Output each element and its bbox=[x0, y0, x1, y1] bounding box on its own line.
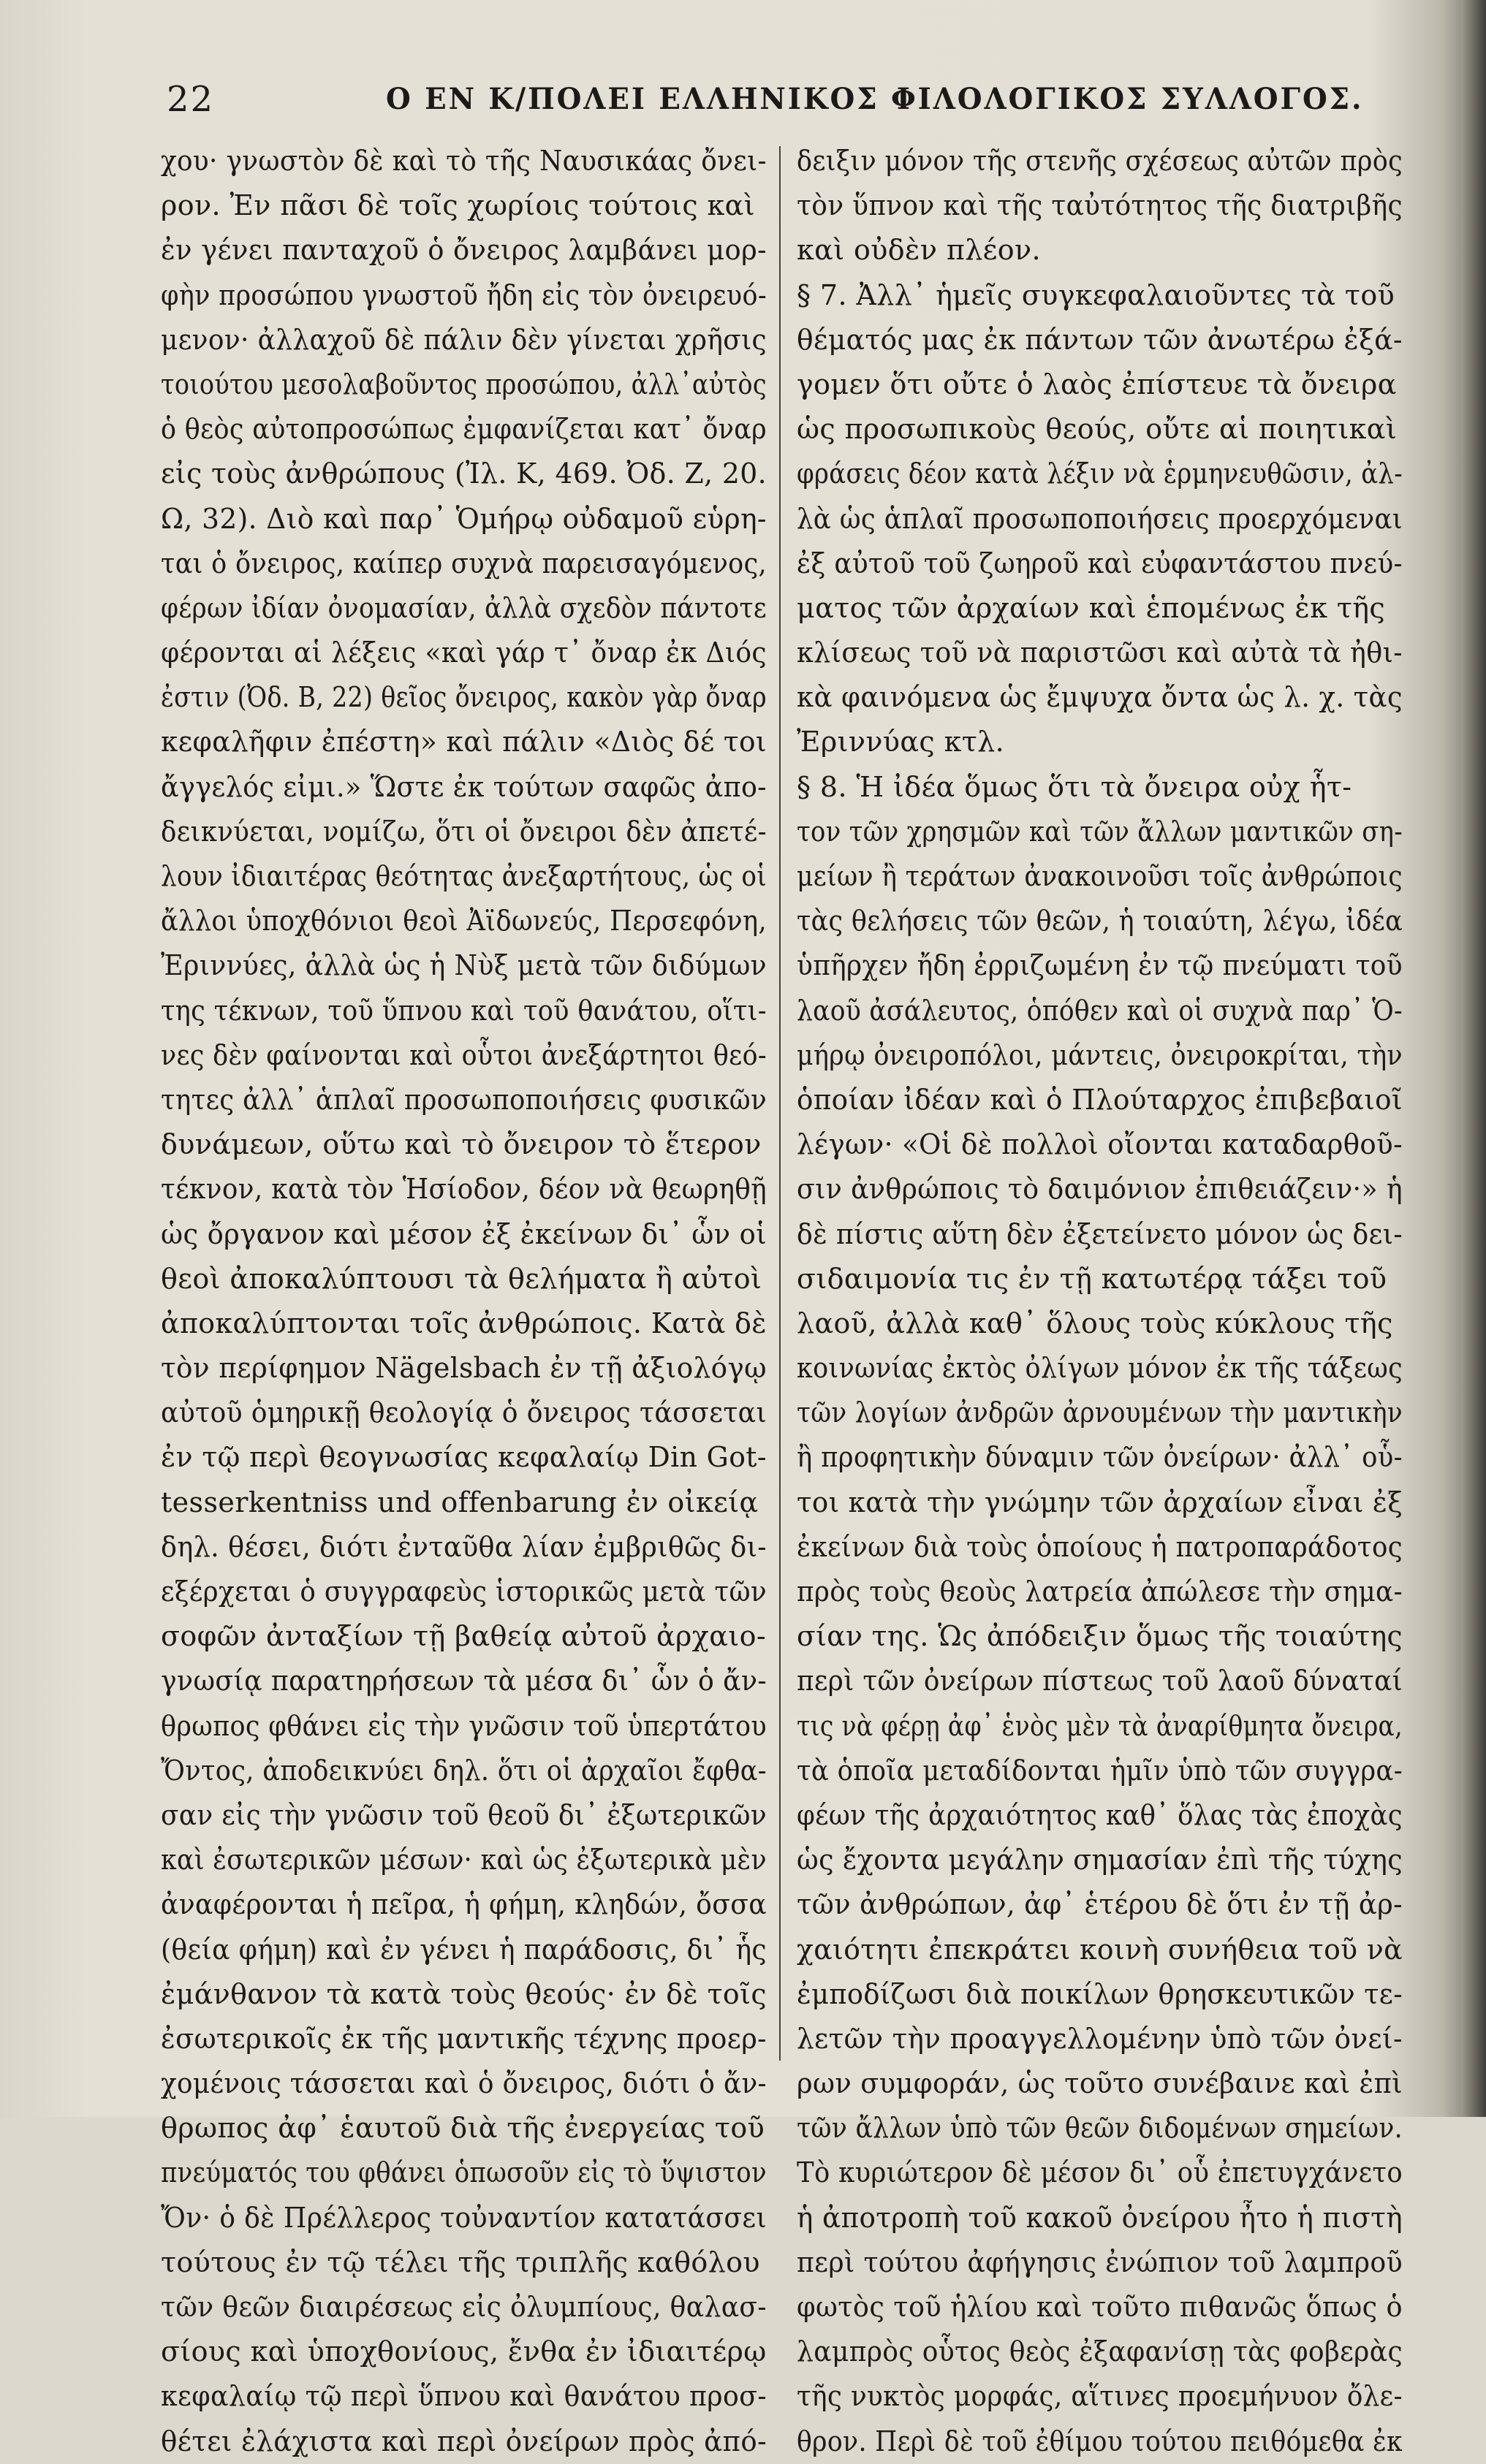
text-line: φέρων ἰδίαν ὀνομασίαν, ἀλλὰ σχεδὸν πάντοτε bbox=[161, 591, 767, 624]
text-line: γνωσίᾳ παρατηρήσεων τὰ μέσα δι᾽ ὧν ὁ ἄν- bbox=[161, 1665, 767, 1697]
text-line: περὶ τούτου ἀφήγησις ἐνώπιον τοῦ λαμπροῦ bbox=[797, 2246, 1403, 2278]
text-line: αὐτοῦ ὁμηρικῇ θεολογίᾳ ὁ ὄνειρος τάσσεται bbox=[161, 1396, 767, 1429]
text-line: δυνάμεων, οὕτω καὶ τὸ ὄνειρον τὸ ἕτερον bbox=[161, 1128, 762, 1161]
text-line: κεφαλαίῳ τῷ περὶ ὕπνου καὶ θανάτου προσ- bbox=[161, 2380, 767, 2413]
text-line: νες δὲν φαίνονται καὶ οὗτοι ἀνεξάρτητοι θεό- bbox=[161, 1038, 767, 1071]
text-line: τὸν περίφημον Nägelsbach ἐν τῇ ἀξιολόγῳ bbox=[161, 1352, 767, 1385]
text-line: μείων ἢ τεράτων ἀνακοινοῦσι τοῖς ἀνθρώποις bbox=[797, 860, 1403, 892]
text-line: (θεία φήμη) καὶ ἐν γένει ἡ παράδοσις, δι᾽ ἧς bbox=[161, 1933, 767, 1966]
text-line: γομεν ὅτι οὔτε ὁ λαὸς ἐπίστευε τὰ ὄνειρα bbox=[797, 368, 1397, 400]
text-line: τοι κατὰ τὴν γνώμην τῶν ἀρχαίων εἶναι ἐξ bbox=[797, 1486, 1403, 1518]
text-line: Ὄντος, ἀποδεικνύει δηλ. ὅτι οἱ ἀρχαῖοι ἔφθα- bbox=[161, 1754, 767, 1787]
text-line: ὁποίαν ἰδέαν καὶ ὁ Πλούταρχος ἐπιβεβαιοῖ bbox=[797, 1083, 1403, 1116]
page-number: 22 bbox=[167, 79, 215, 120]
text-line: Ὄν· ὁ δὲ Πρέλλερος τοὐναντίον κατατάσσει bbox=[161, 2201, 767, 2234]
text-line: ἐσωτερικοῖς ἐκ τῆς μαντικῆς τέχνης προερ- bbox=[161, 2022, 767, 2055]
text-line: χαιότητι ἐπεκράτει κοινὴ συνήθεια τοῦ νὰ bbox=[797, 1933, 1403, 1966]
text-line: τοιούτου μεσολαβοῦντος προσώπου, ἀλλ᾽αὐτὸς bbox=[161, 368, 767, 400]
book-spine-shadow bbox=[1461, 0, 1486, 2117]
text-line: ἢ προφητικὴν δύναμιν τῶν ὀνείρων· ἀλλ᾽ οὗ- bbox=[797, 1441, 1403, 1474]
text-line: χου· γνωστὸν δὲ καὶ τὸ τῆς Ναυσικάας ὄνει- bbox=[161, 145, 767, 177]
text-line: σίαν της. Ὡς ἀπόδειξιν ὅμως τῆς τοιαύτης bbox=[797, 1620, 1403, 1653]
text-line: τῶν θεῶν διαιρέσεως εἰς ὀλυμπίους, θαλασ- bbox=[161, 2291, 767, 2323]
text-line: κὰ φαινόμενα ὡς ἔμψυχα ὄντα ὡς λ. χ. τὰς bbox=[797, 681, 1403, 714]
text-line: ται ὁ ὄνειρος, καίπερ συχνὰ παρεισαγόμενος, bbox=[161, 547, 767, 579]
text-line: τὸν ὕπνον καὶ τῆς ταὐτότητος τῆς διατριβῆς bbox=[797, 189, 1403, 222]
text-line: ἐκείνων διὰ τοὺς ὁποίους ἡ πατροπαράδοτος bbox=[797, 1530, 1403, 1563]
text-line: ὡς προσωπικοὺς θεούς, οὔτε αἱ ποιητικαὶ bbox=[797, 413, 1398, 446]
text-line: τον τῶν χρησμῶν καὶ τῶν ἄλλων μαντικῶν ση- bbox=[797, 815, 1403, 848]
text-line: Τὸ κυριώτερον δὲ μέσον δι᾽ οὗ ἐπετυγχάνετο bbox=[797, 2156, 1403, 2189]
text-line: Ω, 32). Διὸ καὶ παρ᾽ Ὁμήρῳ οὐδαμοῦ εὑρη- bbox=[161, 502, 767, 535]
text-line: ἐμποδίζωσι διὰ ποικίλων θρησκευτικῶν τε- bbox=[797, 1977, 1403, 2010]
text-line: ἀναφέρονται ἡ πεῖρα, ἡ φήμη, κληδών, ὄσσα bbox=[161, 1888, 767, 1921]
text-line: φέρονται αἱ λέξεις «καὶ γάρ τ᾽ ὄναρ ἐκ Διός bbox=[161, 636, 767, 669]
text-line: θρωπος ἀφ᾽ ἑαυτοῦ διὰ τῆς ἐνεργείας τοῦ bbox=[161, 2112, 765, 2145]
column-divider bbox=[779, 146, 781, 2061]
text-line: Ἐριννύας κτλ. bbox=[797, 726, 1005, 758]
text-line: λὰ ὡς ἁπλαῖ προσωποποιήσεις προερχόμεναι bbox=[797, 502, 1403, 535]
text-line: δειξιν μόνον τῆς στενῆς σχέσεως αὐτῶν πρὸς bbox=[797, 145, 1403, 177]
text-line: ὁ θεὸς αὐτοπροσώπως ἐμφανίζεται κατ᾽ ὄναρ bbox=[161, 413, 767, 446]
text-line: θέματός μας ἐκ πάντων τῶν ἀνωτέρω ἐξά- bbox=[797, 323, 1403, 356]
text-line: τῆς νυκτὸς μορφάς, αἵτινες προεμήνυον ὄλε- bbox=[797, 2380, 1403, 2413]
text-line: δὲ πίστις αὕτη δὲν ἐξετείνετο μόνον ὡς δει- bbox=[797, 1217, 1403, 1250]
text-line: φωτὸς τοῦ ἡλίου καὶ τοῦτο πιθανῶς ὅπως ὁ bbox=[797, 2291, 1403, 2323]
text-line: χομένοις τάσσεται καὶ ὁ ὄνειρος, διότι ὁ ἄν- bbox=[161, 2067, 767, 2100]
text-line: κοινωνίας ἐκτὸς ὀλίγων μόνον ἐκ τῆς τάξεως bbox=[797, 1352, 1403, 1385]
text-line: τητες ἀλλ᾽ ἁπλαῖ προσωποποιήσεις φυσικῶν bbox=[161, 1083, 767, 1116]
text-line: μήρῳ ὀνειροπόλοι, μάντεις, ὀνειροκρίται, τὴν bbox=[797, 1038, 1403, 1071]
text-line: καὶ ἐσωτερικῶν μέσων· καὶ ὡς ἐξωτερικὰ μὲν bbox=[161, 1844, 767, 1876]
text-line: σιν ἀνθρώποις τὸ δαιμόνιον ἐπιθειάζειν·» ἡ bbox=[797, 1173, 1403, 1206]
text-line: τις νὰ φέρῃ ἀφ᾽ ἑνὸς μὲν τὰ ἀναρίθμητα ὄνειρα, bbox=[797, 1709, 1403, 1742]
text-line: δεικνύεται, νομίζω, ὅτι οἱ ὄνειροι δὲν ἀπετέ- bbox=[161, 815, 767, 848]
text-line: tesserkentniss und offenbarung ἐν οἰκείᾳ bbox=[161, 1486, 759, 1518]
text-line: τέκνον, κατὰ τὸν Ἡσίοδον, δέον νὰ θεωρηθῇ bbox=[161, 1173, 767, 1206]
text-line: θρωπος φθάνει εἰς τὴν γνῶσιν τοῦ ὑπερτάτου bbox=[161, 1709, 767, 1742]
text-line: τούτους ἐν τῷ τέλει τῆς τριπλῆς καθόλου bbox=[161, 2246, 760, 2278]
text-line: φὴν προσώπου γνωστοῦ ἤδη εἰς τὸν ὀνειρευό- bbox=[161, 278, 767, 311]
text-line: θεοὶ ἀποκαλύπτουσι τὰ θελήματα ἢ αὐτοὶ bbox=[161, 1262, 762, 1295]
text-line: ὡς ὄργανον καὶ μέσον ἐξ ἐκείνων δι᾽ ὧν οἱ bbox=[161, 1217, 767, 1250]
text-line: ἐστιν (Ὀδ. Β, 22) θεῖος ὄνειρος, κακὸν γὰρ ὄναρ bbox=[161, 681, 767, 714]
text-line: ἄγγελός εἰμι.» Ὥστε ἐκ τούτων σαφῶς ἀπο- bbox=[161, 770, 767, 803]
text-line: § 8. Ἡ ἰδέα ὅμως ὅτι τὰ ὄνειρα οὐχ ἧτ- bbox=[797, 770, 1352, 803]
text-line: λέγων· «Οἱ δὲ πολλοὶ οἴονται καταδαρθοῦ- bbox=[797, 1128, 1403, 1161]
text-line: § 7. Ἀλλ᾽ ἡμεῖς συγκεφαλαιοῦντες τὰ τοῦ bbox=[797, 278, 1395, 311]
text-line: ἀποκαλύπτονται τοῖς ἀνθρώποις. Κατὰ δὲ bbox=[161, 1307, 767, 1339]
text-line: φράσεις δέον κατὰ λέξιν νὰ ἑρμηνευθῶσιν, ἀλ- bbox=[797, 457, 1403, 490]
text-line: λαμπρὸς οὗτος θεὸς ἐξαφανίσῃ τὰς φοβερὰς bbox=[797, 2335, 1403, 2368]
text-line: ἐξ αὐτοῦ τοῦ ζωηροῦ καὶ εὐφαντάστου πνεύ- bbox=[797, 547, 1403, 579]
right-text-column bbox=[797, 139, 1407, 2464]
text-line: τῶν ἀνθρώπων, ἀφ᾽ ἑτέρου δὲ ὅτι ἐν τῇ ἀρ- bbox=[797, 1888, 1403, 1921]
text-line: τῶν ἄλλων ὑπὸ τῶν θεῶν διδομένων σημείων. bbox=[797, 2112, 1403, 2145]
text-line: τὰς θελήσεις τῶν θεῶν, ἡ τοιαύτη, λέγω, ἰδέα bbox=[797, 905, 1403, 938]
text-line: ἡ ἀποτροπὴ τοῦ κακοῦ ὀνείρου ἦτο ἡ πιστὴ bbox=[797, 2201, 1403, 2234]
text-line: ὡς ἔχοντα μεγάλην σημασίαν ἐπὶ τῆς τύχης bbox=[797, 1844, 1403, 1876]
text-line: εξέρχεται ὁ συγγραφεὺς ἱστορικῶς μετὰ τῶν bbox=[161, 1575, 767, 1608]
text-line: πνεύματός του φθάνει ὁπωσοῦν εἰς τὸ ὕψιστον bbox=[161, 2156, 767, 2189]
left-text-column bbox=[161, 139, 771, 2464]
text-line: σαν εἰς τὴν γνῶσιν τοῦ θεοῦ δι᾽ ἐξωτερικῶν bbox=[161, 1798, 767, 1831]
text-line: λουν ἰδιαιτέρας θεότητας ἀνεξαρτήτους, ὡς οἱ bbox=[161, 860, 767, 892]
text-line: ἐν τῷ περὶ θεογνωσίας κεφαλαίῳ Din Got- bbox=[161, 1441, 767, 1474]
text-line: λαοῦ ἀσάλευτος, ὁπόθεν καὶ οἱ συχνὰ παρ᾽ Ὁ- bbox=[797, 994, 1403, 1027]
text-line: λαοῦ, ἀλλὰ καθ᾽ ὅλους τοὺς κύκλους τῆς bbox=[797, 1307, 1393, 1339]
text-line: πρὸς τοὺς θεοὺς λατρεία ἀπώλεσε τὴν σημα- bbox=[797, 1575, 1403, 1608]
text-line: Ἐριννύες, ἀλλὰ ὡς ἡ Νὺξ μετὰ τῶν διδύμων bbox=[161, 949, 767, 982]
text-line: ὑπῆρχεν ἤδη ἐρριζωμένη ἐν τῷ πνεύματι τοῦ bbox=[797, 949, 1403, 982]
running-title: Ο ΕΝ Κ/ΠΟΛΕΙ ΕΛΛΗΝΙΚΟΣ ΦΙΛΟΛΟΓΙΚΟΣ ΣΥΛΛΟΓΟΣ. bbox=[386, 82, 1364, 116]
page-header bbox=[167, 79, 1364, 130]
text-line: λετῶν τὴν προαγγελλομένην ὑπὸ τῶν ὀνεί- bbox=[797, 2022, 1403, 2055]
text-line: ἐμάνθανον τὰ κατὰ τοὺς θεούς· ἐν δὲ τοῖς bbox=[161, 1977, 767, 2010]
text-line: μενον· ἀλλαχοῦ δὲ πάλιν δὲν γίνεται χρῆσις bbox=[161, 323, 767, 356]
text-line: θρον. Περὶ δὲ τοῦ ἐθίμου τούτου πειθόμεθα ἐκ bbox=[797, 2425, 1403, 2457]
text-line: σοφῶν ἀνταξίων τῇ βαθείᾳ αὐτοῦ ἀρχαιο- bbox=[161, 1620, 767, 1653]
text-line: ματος τῶν ἀρχαίων καὶ ἑπομένως ἐκ τῆς bbox=[797, 591, 1386, 624]
text-line: κεφαλῆφιν ἐπέστη» καὶ πάλιν «Διὸς δέ τοι bbox=[161, 726, 767, 758]
text-line: θέτει ἐλάχιστα καὶ περὶ ὀνείρων πρὸς ἀπό- bbox=[161, 2425, 767, 2457]
text-line: ἄλλοι ὑποχθόνιοι θεοὶ Ἀϊδωνεύς, Περσεφόνη, bbox=[161, 905, 767, 938]
text-line: εἰς τοὺς ἀνθρώπους (Ἰλ. Κ, 469. Ὀδ. Ζ, 20. bbox=[161, 457, 767, 490]
text-line: καὶ οὐδὲν πλέον. bbox=[797, 234, 1042, 267]
text-line: τῶν λογίων ἀνδρῶν ἀρνουμένων τὴν μαντικὴν bbox=[797, 1396, 1403, 1429]
text-line: κλίσεως τοῦ νὰ παριστῶσι καὶ αὐτὰ τὰ ἠθι- bbox=[797, 636, 1403, 669]
text-line: σιδαιμονία τις ἐν τῇ κατωτέρᾳ τάξει τοῦ bbox=[797, 1262, 1387, 1295]
text-line: δηλ. θέσει, διότι ἐνταῦθα λίαν ἐμβριθῶς δι- bbox=[161, 1530, 767, 1563]
text-line: φέων τῆς ἀρχαιότητος καθ᾽ ὅλας τὰς ἐποχὰς bbox=[797, 1798, 1403, 1831]
text-line: ἐν γένει πανταχοῦ ὁ ὄνειρος λαμβάνει μορ- bbox=[161, 234, 767, 267]
text-line: ρον. Ἐν πᾶσι δὲ τοῖς χωρίοις τούτοις καὶ bbox=[161, 189, 755, 222]
text-line: της τέκνων, τοῦ ὕπνου καὶ τοῦ θανάτου, οἵτι- bbox=[161, 994, 767, 1027]
text-line: ρων συμφοράν, ὡς τοῦτο συνέβαινε καὶ ἐπὶ bbox=[797, 2067, 1403, 2100]
text-line: περὶ τῶν ὀνείρων πίστεως τοῦ λαοῦ δύναταί bbox=[797, 1665, 1403, 1697]
text-line: τὰ ὁποῖα μεταδίδονται ἡμῖν ὑπὸ τῶν συγγρα- bbox=[797, 1754, 1403, 1787]
text-line: σίους καὶ ὑποχθονίους, ἔνθα ἐν ἰδιαιτέρῳ bbox=[161, 2335, 767, 2368]
